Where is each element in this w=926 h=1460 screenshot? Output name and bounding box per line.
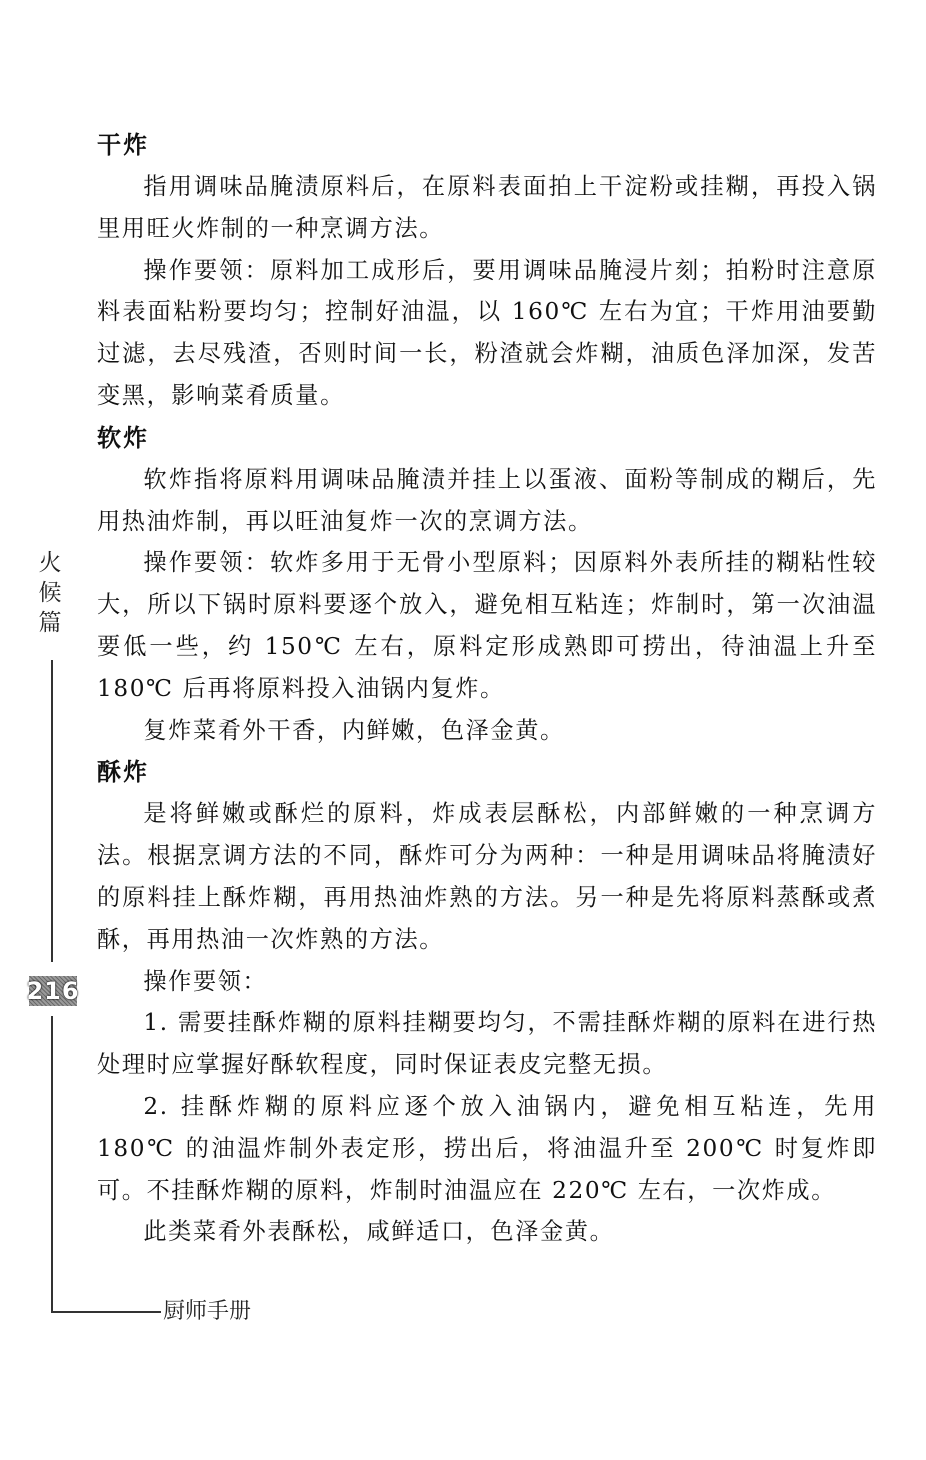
paragraph: 复炸菜肴外干香，内鲜嫩，色泽金黄。 (143, 716, 565, 744)
paragraph: 2. 挂酥炸糊的原料应逐个放入油锅内，避免相互粘连，先用 180℃ 的油温炸制外表定形，捞出后，将油温升至 200℃ 时复炸即可。不挂酥炸糊的原料，炸制时油温应在 220℃ 左右，一次炸成。 (97, 1092, 877, 1204)
paragraph: 1. 需要挂酥炸糊的原料挂糊要均匀，不需挂酥炸糊的原料在进行热处理时应掌握好酥软程度，同时保证表皮完整无损。 (97, 1009, 877, 1079)
section-heading-ruan-zha: 软炸 (97, 423, 149, 452)
chapter-title-char: 火 (38, 550, 62, 576)
section-heading-su-zha: 酥炸 (97, 758, 149, 787)
page-number-badge (26, 976, 80, 1006)
footer-rule (51, 1311, 161, 1313)
chapter-title-char: 篇 (38, 610, 62, 636)
section-heading-gan-zha: 干炸 (97, 131, 149, 159)
paragraph: 指用调味品腌渍原料后，在原料表面拍上干淀粉或挂糊，再投入锅里用旺火炸制的一种烹调方法。 (97, 173, 877, 242)
page-content (97, 124, 877, 1253)
chapter-sidebar (38, 548, 62, 638)
page-number: 216 (26, 977, 80, 1005)
book-title: 厨师手册 (163, 1299, 252, 1324)
paragraph: 是将鲜嫩或酥烂的原料，炸成表层酥松，内部鲜嫩的一种烹调方法。根据烹调方法的不同，酥炸可分为两种：一种是用调味品将腌渍好的原料挂上酥炸糊，再用热油炸熟的方法。另一种是先将原料蒸酥或煮酥，再用热油一次炸熟的方法。 (97, 800, 877, 953)
paragraph: 操作要领：软炸多用于无骨小型原料；因原料外表所挂的糊粘性较大，所以下锅时原料要逐个放入，避免相互粘连；炸制时，第一次油温要低一些，约 150℃ 左右，原料定形成熟即可捞出，待油温上升至 180℃ 后再将原料投入油锅内复炸。 (97, 549, 877, 702)
sidebar-rule-bottom (51, 1016, 53, 1312)
paragraph: 操作要领： (143, 967, 268, 995)
paragraph: 此类菜肴外表酥松，咸鲜适口，色泽金黄。 (143, 1218, 615, 1246)
paragraph: 操作要领：原料加工成形后，要用调味品腌浸片刻；拍粉时注意原料表面粘粉要均匀；控制好油温，以 160℃ 左右为宜；干炸用油要勤过滤，去尽残渣，否则时间一长，粉渣就会炸糊，油质色泽加深，发苦变黑，影响菜肴质量。 (97, 256, 877, 409)
sidebar-rule-top (51, 660, 53, 962)
paragraph: 软炸指将原料用调味品腌渍并挂上以蛋液、面粉等制成的糊后，先用热油炸制，再以旺油复炸一次的烹调方法。 (97, 465, 877, 535)
chapter-title-char: 候 (38, 580, 62, 606)
